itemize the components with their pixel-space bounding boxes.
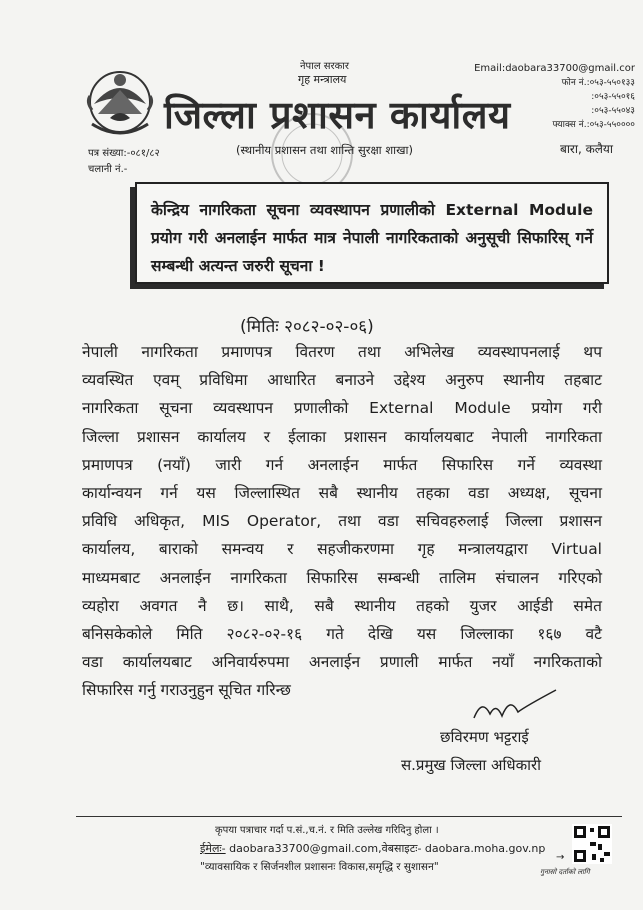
qr-caption: गुनासो दर्ताको लागि <box>540 868 590 876</box>
footer-email[interactable]: daobara33700@gmail.com, <box>225 842 382 855</box>
body-line: जिल्ला प्रशासन कार्यालय र ईलाका प्रशासन कार्यालयबाट नेपाली नागरिकता <box>82 427 602 446</box>
body-line: प्रविधि अधिकृत, MIS Operator, तथा वडा सचिवहरुलाई जिल्ला प्रशासन <box>82 512 602 531</box>
body-line: नेपाली नागरिकता प्रमाणपत्र वितरण तथा अभिलेख व्यवस्थापनलाई थप <box>82 343 602 361</box>
signature-icon <box>470 688 560 728</box>
body-line: वडा कार्यालयबाट अनिवार्यरुपमा अनलाईन प्रणाली मार्फत नयाँ नगरिकताको <box>82 653 602 672</box>
body-line: नागरिकता सूचना व्यवस्थापन प्रणालीको External Module प्रयोग गरी <box>82 399 602 418</box>
footer-email-label: ईमेलः- <box>200 842 226 855</box>
branch-label: (स्थानीय प्रशासन तथा शान्ति सुरक्षा शाखा) <box>236 143 413 157</box>
contact-fax: फ्याक्स नं.:०५३-५५०००० <box>552 120 635 130</box>
contact-phone-3: :०५३-५५०४३ <box>591 106 635 116</box>
reference-block <box>88 146 160 178</box>
footer-divider <box>76 816 622 817</box>
contact-block <box>474 62 635 132</box>
body-line: माध्यमबाट अनलाईन नागरिकता सिफारिस सम्बन्धी तालिम संचालन गरिएको <box>82 568 602 587</box>
footer-website[interactable]: daobara.moha.gov.np <box>421 842 546 855</box>
body-line: व्यहोरा अवगत नै छ। साथै, सबै स्थानीय तहको युजर आईडी समेत <box>82 596 602 615</box>
signatory-designation: स.प्रमुख जिल्ला अधिकारी <box>401 756 542 774</box>
contact-email: Email:daobara33700@gmail.cor <box>474 63 635 74</box>
dispatch-number: चलानी नं.- <box>88 164 128 175</box>
body-line: सिफारिस गर्नु गराउनुहुन सूचित गरिन्छ <box>82 681 291 700</box>
ministry-label: गृह मन्त्रालय <box>298 73 347 86</box>
notice-title: केन्द्रिय नागरिकता सूचना व्यवस्थापन प्रणालीको External Module प्रयोग गरी अनलाईन मार्फत मात्र नेपाली नागरिकताको अनुसूची सिफारिस् गर्ने सम्बन्धी अत्यन्त जरुरी सूचना ! <box>151 201 593 275</box>
reference-number: पत्र संख्या:-०८१/८२ <box>88 148 160 159</box>
contact-phone-2: :०५३-५५०१६ <box>591 92 635 102</box>
footer-website-label: वेबसाइटः- <box>381 842 422 855</box>
footer-note: कृपया पत्राचार गर्दा प.सं.,च.नं. र मिति उल्लेख गरिदिनु होला । <box>215 825 439 836</box>
notice-date: (मितिः २०८२-०२-०६) <box>240 317 374 337</box>
body-line: कार्यालय, बाराको समन्वय र सहजीकरणमा गृह मन्त्रालयद्वारा Virtual <box>82 540 602 559</box>
contact-phone-1: फोन नं.:०५३-५५०१३३ <box>561 78 635 88</box>
body-line: प्रमाणपत्र (नयाँ) जारी गर्न अनलाईन मार्फत सिफारिस गर्ने व्यवस्था <box>82 455 602 474</box>
footer-contact <box>200 841 545 856</box>
notice-title-box <box>135 182 609 284</box>
body-line: व्यवस्थित एवम् प्रविधिमा आधारित बनाउने उद्देश्य अनुरुप स्थानीय तहबाट <box>82 371 602 390</box>
body-line: कार्यान्वयन गर्न यस जिल्लास्थित सबै स्थानीय तहका वडा अध्यक्ष, सूचना <box>82 484 602 503</box>
qr-code-icon[interactable] <box>572 824 612 864</box>
arrow-right-icon: → <box>556 852 565 863</box>
body-line: बनिसकेकोले मिति २०८२-०२-१६ गते देखि यस जिल्लाका १६७ वटै <box>82 625 602 644</box>
footer-slogan: "व्यावसायिक र सिर्जनशील प्रशासनः विकास,समृद्धि र सुशासन" <box>200 861 439 873</box>
government-label: नेपाल सरकार <box>300 61 349 72</box>
place-label: बारा, कलैया <box>559 142 613 156</box>
notice-body <box>82 338 602 705</box>
office-title: जिल्ला प्रशासन कार्यालय <box>164 93 511 137</box>
nepal-emblem-icon <box>84 62 156 140</box>
signatory-name: छविरमण भट्टराई <box>440 728 529 746</box>
